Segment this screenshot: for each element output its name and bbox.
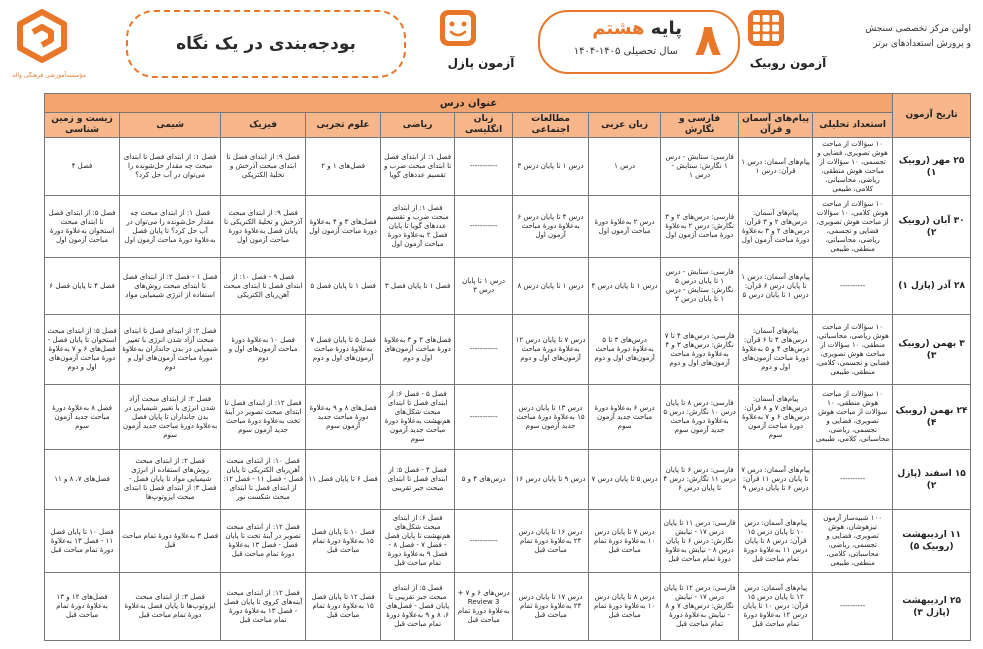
table-cell: فصل ۱: از ابتدای مبحث ضرب و تقسیم عددهای گویا تا پایان فصل ۲ به‌علاوهٔ دورهٔ مباحث آزمون اول bbox=[381, 196, 455, 257]
table-cell: درس ۴ تا پایان درس ۶ به‌علاوهٔ دورهٔ مباحث آزمون اول bbox=[513, 196, 589, 257]
table-cell: فصل‌های ۳ و ۴ به‌علاوهٔ دورهٔ مباحث آزمون اول bbox=[306, 196, 381, 257]
table-cell: فصل ۴ تا پایان فصل ۶ bbox=[45, 257, 120, 314]
table-cell: درس‌های ۴ و ۵ bbox=[455, 450, 513, 509]
table-cell: فصل ۱۲: از ابتدای فصل تا ابتدای مبحث تصویر در آینهٔ تخت به‌علاوهٔ دورهٔ مباحث جدید آزمون سوم bbox=[221, 384, 306, 450]
org-tagline bbox=[831, 22, 971, 52]
table-cell: فصل‌های ۳ و ۴ به‌علاوهٔ دورهٔ مباحث آزمون‌های اول و دوم bbox=[381, 315, 455, 385]
table-cell: فصل ۹ - فصل ۱۰: از ابتدای فصل تا ابتدای مبحث آهن‌ربای الکتریکی bbox=[221, 257, 306, 314]
table-cell: فارسی: درس‌های ۲ و ۳ نگارش: درس ۲ به‌علاوهٔ دورهٔ مباحث آزمون اول bbox=[661, 196, 739, 257]
exam-date-cell: ۱۵ اسفند (پازل ۲) bbox=[893, 450, 971, 509]
column-header: فارسی و نگارش bbox=[661, 113, 739, 138]
table-cell: فارسی: درس‌های ۴ تا ۷ نگارش: درس‌های ۳ و ۴ به‌علاوهٔ دورهٔ مباحث آزمون‌های اول و دوم bbox=[661, 315, 739, 385]
table-cell: پیام‌های آسمان: درس‌های ۷ و ۸ قرآن: درس‌های ۶ و ۷ به‌علاوهٔ دورهٔ مباحث آزمون سوم bbox=[739, 384, 813, 450]
table-cell: فارسی: درس ۸ تا پایان درس ۱۰ نگارش: درس ۵ به‌علاوهٔ دورهٔ مباحث جدید آزمون سوم bbox=[661, 384, 739, 450]
table-cell: پیام‌های آسمان: درس ۱ قرآن: درس ۱ bbox=[739, 138, 813, 196]
table-cell: درس ۹ تا پایان درس ۱۶ bbox=[513, 450, 589, 509]
table-cell: ۱۰۰ شبیه‌ساز آزمون تیزهوشان، هوش تصویری، فضایی و تجسمی، ریاضی، محاسباتی، کلامی، منطقی، طبیعی bbox=[813, 509, 893, 573]
table-cell: فصل ۱ - فصل ۲: از ابتدای فصل تا ابتدای مبحث روش‌های استفاده از انرژی شیمیایی مواد bbox=[120, 257, 221, 314]
date-column-header: تاریخ آزمون bbox=[893, 94, 971, 138]
table-cell: درس ۱۶ تا پایان درس ۲۴ به‌علاوهٔ دورهٔ تمام مباحث قبل bbox=[513, 509, 589, 573]
column-header: استعداد تحلیلی bbox=[813, 113, 893, 138]
table-cell: درس ۱ تا پایان درس ۳ bbox=[455, 257, 513, 314]
table-cell: فصل ۱: از ابتدای مبحث چه مقدار حل‌شونده را می‌توان در آب حل کرد؟ تا پایان فصل به‌علاوهٔ دورهٔ مباحث آزمون اول bbox=[120, 196, 221, 257]
table-cell: فصل ۹: از ابتدای مبحث آذرخش و تخلیهٔ الکتریکی تا پایان فصل به‌علاوهٔ دورهٔ مباحث آزمون اول bbox=[221, 196, 306, 257]
table-cell: فصل ۱۰ تا پایان فصل ۱۵ به‌علاوهٔ دورهٔ تمام مباحث قبل bbox=[306, 509, 381, 573]
table-cell: فارسی: درس ۶ تا پایان درس ۱۱ نگارش: درس ۴ تا پایان درس ۶ bbox=[661, 450, 739, 509]
subject-header-row bbox=[45, 113, 971, 138]
table-cell: فصل ۱۰ به‌علاوهٔ دورهٔ مباحث آزمون‌های اول و دوم bbox=[221, 315, 306, 385]
table-cell: فصل‌های ۷، ۸ و ۱۱ bbox=[45, 450, 120, 509]
exam-date-cell: ۱۱ اردیبهشت (روبیک ۵) bbox=[893, 509, 971, 573]
table-cell: فارسی: ستایش - درس ۱ نگارش: ستایش - درس ۱ bbox=[661, 138, 739, 196]
table-cell: فصل ۲: از ابتدای مبحث آزاد شدن انرژی با تغییر شیمیایی در بدن جانداران تا پایان فصل به‌علاوهٔ دورهٔ مباحث جدید آزمون سوم bbox=[120, 384, 221, 450]
page-header bbox=[0, 0, 983, 92]
table-cell: ---------- bbox=[813, 573, 893, 641]
exam-date-cell: ۲۸ آذر (پازل ۱) bbox=[893, 257, 971, 314]
grade-box bbox=[538, 10, 740, 74]
table-cell: فصل ۱: از ابتدای فصل تا ابتدای مبحث ضرب و تقسیم عددهای گویا bbox=[381, 138, 455, 196]
exam-date-cell: ۲۵ مهر (روبیک ۱) bbox=[893, 138, 971, 196]
table-cell: فصل‌های ۸ و ۹ به‌علاوهٔ دورهٔ مباحث جدید آزمون سوم bbox=[306, 384, 381, 450]
table-cell: فصل‌های ۱ و ۲ bbox=[306, 138, 381, 196]
table-cell: درس‌های ۳ تا ۵ به‌علاوهٔ دورهٔ مباحث آزمون‌های اول و دوم bbox=[589, 315, 661, 385]
table-cell: پیام‌های آسمان: درس ۱ تا پایان درس ۶ قرآن: درس ۱ تا پایان درس ۵ bbox=[739, 257, 813, 314]
table-row bbox=[45, 257, 971, 314]
table-cell: فصل ۱۲: از ابتدای مبحث آینه‌های کروی تا پایان فصل - فصل ۱۳ به‌علاوهٔ دورهٔ تمام مباحث قبل bbox=[221, 573, 306, 641]
table-cell: ----------- bbox=[455, 384, 513, 450]
table-cell: درس ۱ bbox=[589, 138, 661, 196]
table-cell: درس ۸ تا پایان درس ۱۰ به‌علاوهٔ دورهٔ تمام مباحث قبل bbox=[589, 573, 661, 641]
table-cell: فصل ۳: از ابتدای مبحث ایزوتوپ‌ها تا پایان فصل به‌علاوهٔ دورهٔ تمام مباحث قبل bbox=[120, 573, 221, 641]
exam-date-cell: ۲۵ اردیبهشت (پازل ۳) bbox=[893, 573, 971, 641]
table-cell: فصل ۱۲: از ابتدای مبحث تصویر در آینهٔ تخت تا پایان فصل - فصل ۱۳ به‌علاوهٔ دورهٔ تمام مباحث قبل bbox=[221, 509, 306, 573]
column-header: پیام‌های آسمان و قرآن bbox=[739, 113, 813, 138]
puzzle-label: آزمون پازل bbox=[447, 56, 515, 70]
table-cell: ----------- bbox=[455, 315, 513, 385]
column-header: زبان عربی bbox=[589, 113, 661, 138]
logo-caption: مؤسسه‌آموزشی فرهنگی واله bbox=[12, 72, 86, 79]
grade-word: هشتم bbox=[592, 18, 645, 39]
table-cell: فصل ۴ bbox=[45, 138, 120, 196]
table-cell: فصل ۹: از ابتدای فصل تا ابتدای مبحث آذرخش و تخلیهٔ الکتریکی bbox=[221, 138, 306, 196]
table-cell: ۱۰ سؤالات از مباحث هوش تصویری، فضایی و تجسمی، ۱۰ سؤالات از مباحث هوش منطقی، ریاضی، محاسباتی، کلامی، طبیعی bbox=[813, 138, 893, 196]
table-cell: درس ۷ تا پایان درس ۱۰ به‌علاوهٔ دورهٔ تمام مباحث قبل bbox=[589, 509, 661, 573]
table-row bbox=[45, 450, 971, 509]
table-cell: پیام‌های آسمان: درس ۱۲ تا پایان درس ۱۵ قرآن: درس ۱۰ تا پایان درس ۱۲ به‌علاوهٔ دورهٔ تمام مباحث قبل bbox=[739, 573, 813, 641]
rubik-icon bbox=[746, 8, 786, 48]
grade-title bbox=[592, 18, 682, 39]
table-cell: ----------- bbox=[455, 509, 513, 573]
table-cell: فصل ۵: از ابتدای مبحث استخوان تا پایان فصل - فصل‌های ۶ و ۷ به‌علاوهٔ دورهٔ مباحث آزمون‌های اول و دوم bbox=[45, 315, 120, 385]
table-cell: درس ۱۷ تا پایان درس ۲۴ به‌علاوهٔ دورهٔ تمام مباحث قبل bbox=[513, 573, 589, 641]
column-header: فیزیک bbox=[221, 113, 306, 138]
table-cell: ۱۰ سؤالات از مباحث هوش کلامی، ۱۰ سؤالات از مباحث هوش تصویری، فضایی و تجسمی، ریاضی، محاسباتی، منطقی، طبیعی bbox=[813, 196, 893, 257]
table-cell: فصل ۶ تا پایان فصل ۱۱ bbox=[306, 450, 381, 509]
rubik-label: آزمون روبیک bbox=[749, 56, 827, 70]
table-cell: فصل ۱: از ابتدای فصل تا ابتدای مبحث چه مقدار حل‌شونده را می‌توان در آب حل کرد؟ bbox=[120, 138, 221, 196]
table-row bbox=[45, 384, 971, 450]
table-cell: درس‌های ۶ و ۷ + Review 3 به‌علاوهٔ دورهٔ تمام مباحث قبل bbox=[455, 573, 513, 641]
exam-date-cell: ۲۴ بهمن (روبیک ۴) bbox=[893, 384, 971, 450]
table-cell: فصل ۲: از ابتدای فصل تا ابتدای مبحث آزاد شدن انرژی با تغییر شیمیایی در بدن جانداران به‌علاوهٔ دورهٔ مباحث آزمون‌های اول و دوم bbox=[120, 315, 221, 385]
table-cell: درس ۲ به‌علاوهٔ دورهٔ مباحث آزمون اول bbox=[589, 196, 661, 257]
column-header: مطالعات اجتماعی bbox=[513, 113, 589, 138]
rubik-brand bbox=[746, 8, 830, 82]
table-cell: فصل ۱۰ تا پایان فصل ۱۱ - فصل ۱۳ به‌علاوهٔ دورهٔ تمام مباحث قبل bbox=[45, 509, 120, 573]
table-cell: فصل ۲: از ابتدای مبحث روش‌های استفاده از انرژی شیمیایی مواد تا پایان فصل - فصل ۳: از ابتدای فصل تا ابتدای مبحث ایزوتوپ‌ها bbox=[120, 450, 221, 509]
column-header: شیمی bbox=[120, 113, 221, 138]
table-cell: ۱۰ سؤالات از مباحث هوش ریاضی، محاسباتی، منطقی، ۱۰ سؤالات از مباحث هوش تصویری، فضایی و تجسمی، کلامی، منطقی، طبیعی bbox=[813, 315, 893, 385]
table-cell: ----------- bbox=[455, 196, 513, 257]
table-cell: فصل ۵: از ابتدای فصل تا ابتدای مبحث استخوان به‌علاوهٔ دورهٔ مباحث آزمون اول bbox=[45, 196, 120, 257]
org-line-2: و پرورش استعدادهای برتر bbox=[873, 39, 971, 49]
table-cell: پیام‌های آسمان: درس‌های ۴ تا ۶ قرآن: درس‌های ۴ و ۵ به‌علاوهٔ دورهٔ مباحث آزمون‌های اول و دوم bbox=[739, 315, 813, 385]
table-row bbox=[45, 196, 971, 257]
table-cell: فصل‌های ۱۲ و ۱۳ به‌علاوهٔ دورهٔ تمام مباحث قبل bbox=[45, 573, 120, 641]
table-cell: درس ۱ تا پایان درس ۴ bbox=[589, 257, 661, 314]
table-cell: فصل ۱ تا پایان فصل ۵ bbox=[306, 257, 381, 314]
table-cell: درس ۱۳ تا پایان درس ۱۵ به‌علاوهٔ دورهٔ مباحث جدید آزمون سوم bbox=[513, 384, 589, 450]
table-cell: درس ۶ به‌علاوهٔ دورهٔ مباحث جدید آزمون سوم bbox=[589, 384, 661, 450]
table-cell: درس ۵ تا پایان درس ۷ bbox=[589, 450, 661, 509]
table-cell: درس ۱ تا پایان درس ۳ bbox=[513, 138, 589, 196]
table-cell: فصل ۱۲ تا پایان فصل ۱۵ به‌علاوهٔ دورهٔ تمام مباحث قبل bbox=[306, 573, 381, 641]
table-cell: ----------- bbox=[455, 138, 513, 196]
institute-logo bbox=[14, 8, 86, 80]
table-cell: درس ۷ تا پایان درس ۱۲ به‌علاوهٔ دورهٔ مباحث آزمون‌های اول و دوم bbox=[513, 315, 589, 385]
table-cell: فصل ۱ تا پایان فصل ۳ bbox=[381, 257, 455, 314]
budget-table bbox=[44, 93, 971, 641]
table-cell: فصل ۶: از ابتدای مبحث شکل‌های هم‌نهشت تا پایان فصل - فصل ۷ - فصل ۸ - فصل ۹ به‌علاوهٔ دورهٔ تمام مباحث قبل bbox=[381, 509, 455, 573]
exam-date-cell: ۳ بهمن (روبیک ۳) bbox=[893, 315, 971, 385]
subjects-header: عنوان درس bbox=[45, 94, 893, 113]
table-cell: فارسی: درس ۱۲ تا پایان درس ۱۷ - نیایش نگارش: درس‌های ۷ و ۸ - نیایش به‌علاوهٔ دورهٔ تمام مباحث قبل bbox=[661, 573, 739, 641]
org-line-1: اولین مرکز تخصصی سنجش bbox=[865, 24, 971, 34]
page-title: بودجه‌بندی در یک نگاه bbox=[176, 34, 356, 54]
table-cell: فارسی: ستایش - درس ۱ تا پایان درس ۵ نگارش: ستایش - درس ۱ تا پایان درس ۳ bbox=[661, 257, 739, 314]
column-header: ریاضی bbox=[381, 113, 455, 138]
table-cell: فصل ۵: از ابتدای مبحث جبر تقریبی تا پایان فصل - فصل‌های ۶، ۸ و ۹ به‌علاوهٔ دورهٔ تمام مباحث قبل bbox=[381, 573, 455, 641]
table-cell: فصل ۵ - فصل ۶: از ابتدای فصل تا ابتدای مبحث شکل‌های هم‌نهشت به‌علاوهٔ دورهٔ مباحث جدید آزمون سوم bbox=[381, 384, 455, 450]
grade-prefix: پایه bbox=[650, 18, 682, 39]
table-cell: ---------- bbox=[813, 257, 893, 314]
puzzle-brand bbox=[438, 8, 524, 82]
institute-logo-icon bbox=[14, 8, 70, 64]
column-header: زبان انگلیسی bbox=[455, 113, 513, 138]
table-cell: فارسی: درس ۱۱ تا پایان درس ۱۷ - نیایش نگارش: درس ۶ تا پایان درس ۸ - نیایش به‌علاوهٔ دورهٔ تمام مباحث قبل bbox=[661, 509, 739, 573]
table-cell: پیام‌های آسمان: درس‌های ۲ و ۳ قرآن: درس‌های ۲ و ۳ به‌علاوهٔ دورهٔ مباحث آزمون اول bbox=[739, 196, 813, 257]
puzzle-icon bbox=[438, 8, 478, 48]
table-cell: درس ۱ تا پایان درس ۸ bbox=[513, 257, 589, 314]
table-row bbox=[45, 573, 971, 641]
table-cell: ---------- bbox=[813, 450, 893, 509]
title-box bbox=[126, 10, 406, 78]
column-header: علوم تجربی bbox=[306, 113, 381, 138]
table-cell: پیام‌های آسمان: درس ۱۰ تا پایان درس ۱۵ قرآن: درس ۸ تا پایان درس ۱۱ به‌علاوهٔ دورهٔ تمام مباحث قبل bbox=[739, 509, 813, 573]
table-cell: فصل ۴ - فصل ۵: از ابتدای فصل تا ابتدای مبحث جبر تقریبی bbox=[381, 450, 455, 509]
table-cell: فصل ۵ تا پایان فصل ۷ به‌علاوهٔ دورهٔ مباحث آزمون‌های اول و دوم bbox=[306, 315, 381, 385]
table-cell: ۱۰ سؤالات از مباحث هوش منطقی، ۱۰ سؤالات از مباحث هوش تصویری، فضایی و تجسمی، ریاضی، محاسباتی، کلامی، طبیعی bbox=[813, 384, 893, 450]
column-header: زیست و زمین شناسی bbox=[45, 113, 120, 138]
table-row bbox=[45, 509, 971, 573]
grade-number: ۸ bbox=[694, 15, 722, 66]
exam-date-cell: ۳۰ آبان (روبیک ۲) bbox=[893, 196, 971, 257]
table-cell: فصل ۸ به‌علاوهٔ دورهٔ مباحث جدید آزمون سوم bbox=[45, 384, 120, 450]
table-row bbox=[45, 138, 971, 196]
table-row bbox=[45, 315, 971, 385]
table-cell: فصل ۳ به‌علاوهٔ دورهٔ تمام مباحث قبل bbox=[120, 509, 221, 573]
academic-year: سال تحصیلی ۱۴۰۵-۱۴۰۴ bbox=[573, 46, 678, 57]
table-cell: فصل ۱۰: از ابتدای مبحث آهن‌ربای الکتریکی تا پایان فصل - فصل ۱۱ - فصل ۱۲: از ابتدای فصل تا ابتدای مبحث شکست نور bbox=[221, 450, 306, 509]
table-cell: پیام‌های آسمان: درس ۷ تا پایان درس ۱۱ قرآن: درس ۶ تا پایان درس ۹ bbox=[739, 450, 813, 509]
